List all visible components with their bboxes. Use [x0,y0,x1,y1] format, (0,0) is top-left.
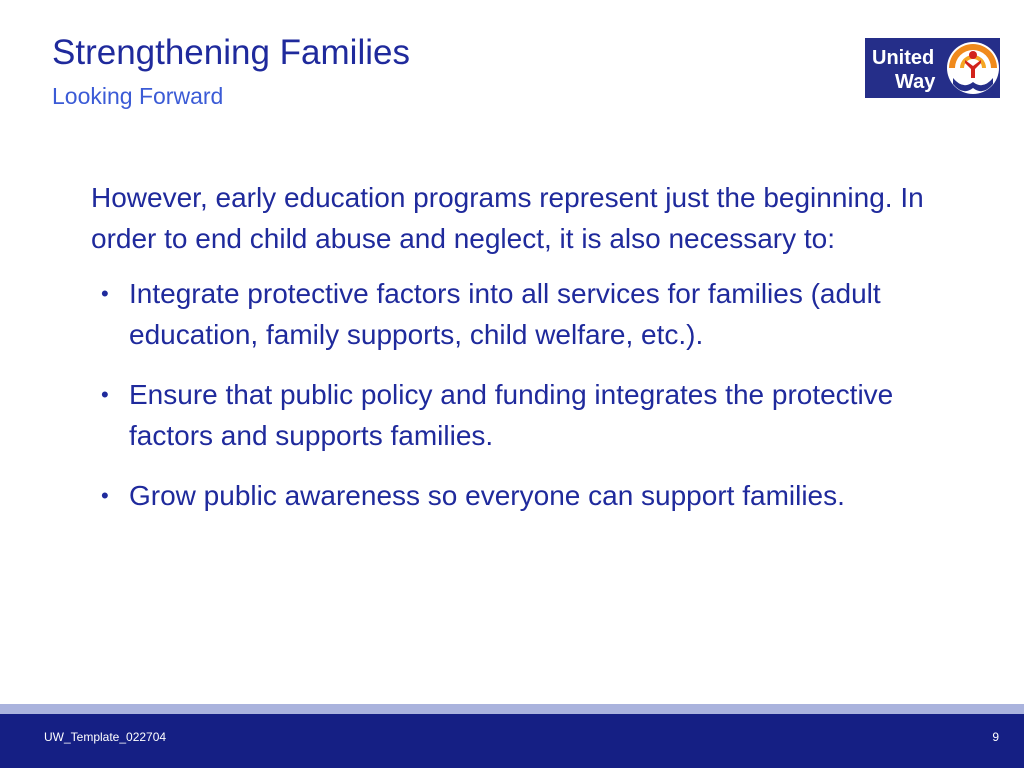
bullet-icon: • [101,382,109,407]
bullet-text: Grow public awareness so everyone can support families. [129,480,845,511]
footer-band [0,714,1024,768]
footer-template-label: UW_Template_022704 [44,730,167,744]
bullet-icon: • [101,281,109,306]
logo-registered-mark: ® [991,91,996,97]
bullet-list [91,273,951,516]
united-way-logo [865,38,1000,98]
footer-stripe [0,704,1024,714]
united-way-logo-icon [947,42,999,94]
bullet-text: Ensure that public policy and funding integrates the protective factors and supports families. [129,379,894,451]
logo-text-line2: Way [895,71,936,93]
bullet-text: Integrate protective factors into all services for families (adult education, family supports, child welfare, etc.). [129,278,881,350]
logo-text-line1: United [872,47,935,69]
slide-subtitle: Looking Forward [52,83,224,109]
page-number: 9 [992,730,999,744]
slide-content [91,177,951,535]
bullet-item [91,273,909,355]
bullet-item [91,475,909,516]
bullet-icon: • [101,483,109,508]
intro-paragraph: However, early education programs represent just the beginning. In order to end child abuse and neglect, it is also necessary to: [91,182,924,254]
bullet-item [91,374,909,456]
slide-title: Strengthening Families [52,33,410,72]
